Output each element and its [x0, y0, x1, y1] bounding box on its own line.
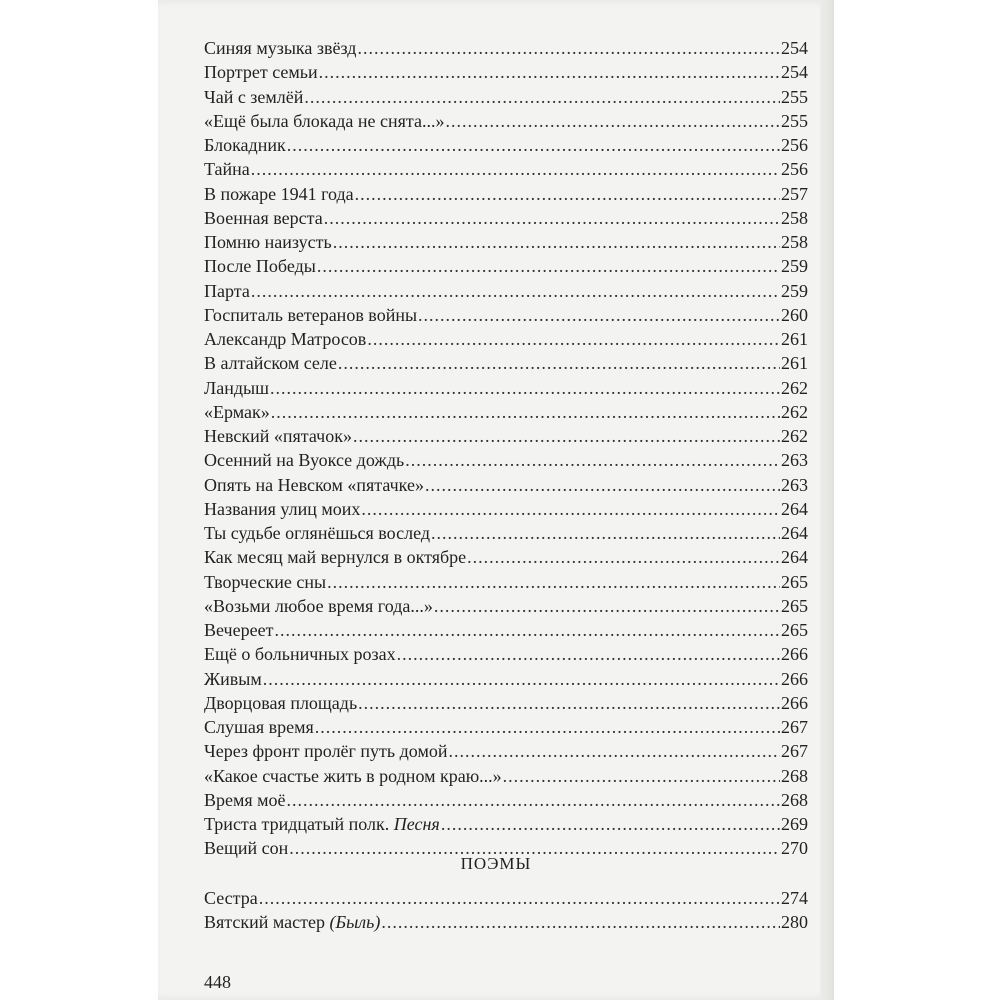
toc-entry-title-text: Помню наизусть: [204, 232, 332, 252]
toc-entry-title: [204, 36, 356, 60]
dot-leader: [361, 497, 780, 521]
toc-entry: [204, 279, 808, 303]
dot-leader: [263, 667, 780, 691]
dot-leader: [397, 642, 780, 666]
toc-entry-page: 264: [781, 547, 808, 568]
toc-entry-page: 255: [781, 110, 808, 131]
dot-leader: [503, 764, 780, 788]
dot-leader: [315, 715, 780, 739]
toc-entry-page: 265: [781, 571, 808, 592]
toc-entry-title-text: Вятский мастер: [204, 912, 325, 933]
toc-entry-title-text: Ты судьбе оглянёшься вослед: [204, 523, 430, 543]
toc-entry-title-text: «Возьми любое время года...»: [204, 595, 433, 616]
toc-entry-page: 266: [781, 692, 808, 713]
toc-entry-title-text: Ещё о больничных розах: [204, 644, 396, 665]
toc-entry-title-text: Чай с землёй: [204, 86, 304, 107]
toc-entry: [204, 715, 808, 739]
toc-entry: [204, 739, 808, 763]
toc-entry-title-text: После Победы: [204, 256, 316, 277]
toc-entry-title-text: «Какое счастье жить в родном краю...»: [204, 765, 502, 786]
toc-entry-title: [204, 618, 273, 642]
dot-leader: [333, 230, 780, 254]
toc-entry: [204, 886, 808, 910]
toc-entry-title: [204, 279, 250, 303]
toc-entry-title-text: Названия улиц моих: [204, 498, 361, 519]
dot-leader: [448, 739, 780, 763]
toc-entry-title-text: В алтайском селе: [204, 353, 337, 374]
toc-entry-page: 254: [781, 38, 808, 58]
toc-entry-page: 266: [781, 644, 808, 665]
toc-entry: [204, 473, 808, 497]
toc-entry-title: [204, 521, 430, 545]
toc-entry: [204, 133, 808, 157]
table-of-contents-poems: [204, 886, 808, 935]
dot-leader: [317, 254, 780, 278]
toc-entry-title: [204, 667, 262, 691]
toc-entry-page: 268: [781, 789, 808, 810]
toc-entry: [204, 424, 808, 448]
toc-entry: [204, 667, 808, 691]
toc-entry-title-text: Ландыш: [204, 377, 269, 398]
dot-leader: [274, 618, 780, 642]
toc-entry-title-text: Время моё: [204, 789, 286, 810]
dot-leader: [441, 812, 780, 836]
toc-entry-page: 274: [781, 888, 808, 908]
dot-leader: [425, 473, 780, 497]
toc-entry-title: [204, 303, 417, 327]
toc-entry: [204, 812, 808, 836]
toc-entry-title-text: Александр Матросов: [204, 329, 367, 349]
toc-entry-title: [204, 230, 332, 254]
toc-entry-page: 266: [781, 668, 808, 689]
toc-entry-title: [204, 691, 357, 715]
toc-entry-page: 262: [781, 401, 808, 422]
toc-entry-page: 280: [781, 912, 808, 933]
toc-entry-title: [204, 109, 444, 133]
toc-entry-title: [204, 448, 404, 472]
toc-entry-title: [204, 327, 366, 351]
page-number: 448: [204, 972, 231, 992]
dot-leader: [381, 910, 780, 934]
toc-entry-title-text: Тайна: [204, 159, 250, 180]
toc-entry-title: [204, 376, 269, 400]
dot-leader: [287, 133, 780, 157]
dot-leader: [431, 521, 780, 545]
toc-entry-title-text: Вечереет: [204, 620, 274, 640]
dot-leader: [287, 788, 780, 812]
toc-entry-title-text: Блокадник: [204, 135, 286, 155]
toc-entry-title-text: Портрет семьи: [204, 62, 318, 83]
toc-entry-title-italic: (Быль): [329, 912, 381, 933]
toc-entry-title: [204, 473, 424, 497]
toc-entry: [204, 594, 808, 618]
toc-entry-page: 265: [781, 595, 808, 616]
toc-entry-title: [204, 424, 352, 448]
toc-entry-title: [204, 157, 250, 181]
dot-leader: [270, 376, 780, 400]
toc-entry-title: [204, 85, 303, 109]
toc-entry-page: 262: [781, 377, 808, 398]
toc-entry: [204, 351, 808, 375]
toc-entry-title: [204, 570, 326, 594]
toc-entry: [204, 303, 808, 327]
dot-leader: [259, 886, 780, 910]
dot-leader: [271, 400, 780, 424]
dot-leader: [355, 182, 780, 206]
toc-entry: [204, 182, 808, 206]
toc-entry: [204, 545, 808, 569]
toc-entry-title: [204, 642, 396, 666]
page-edge: [820, 0, 834, 1000]
toc-entry-title-italic: Песня: [393, 814, 440, 834]
toc-entry-title-text: Невский «пятачок»: [204, 426, 352, 446]
toc-entry-page: 270: [781, 838, 808, 859]
toc-entry-title-text: Парта: [204, 280, 250, 301]
toc-entry-title-text: «Ермак»: [204, 401, 270, 422]
toc-entry: [204, 910, 808, 934]
toc-entry: [204, 764, 808, 788]
toc-entry-page: 265: [781, 620, 808, 640]
toc-entry-page: 256: [781, 159, 808, 180]
toc-entry-page: 268: [781, 765, 808, 786]
toc-entry-title-text: Осенний на Вуоксе дождь: [204, 450, 405, 471]
toc-entry-title-text: Живым: [204, 668, 262, 689]
toc-entry-title-text: Госпиталь ветеранов войны: [204, 304, 418, 325]
toc-entry: [204, 642, 808, 666]
dot-leader: [357, 36, 780, 60]
dot-leader: [467, 545, 780, 569]
toc-entry-page: 264: [781, 498, 808, 519]
toc-entry-title: [204, 764, 502, 788]
toc-entry-page: 261: [781, 353, 808, 374]
toc-entry-title-text: Опять на Невском «пятачке»: [204, 474, 424, 495]
toc-entry: [204, 230, 808, 254]
toc-entry: [204, 400, 808, 424]
toc-entry-page: 263: [781, 474, 808, 495]
toc-entry-title-text: Триста тридцатый полк.: [204, 814, 390, 834]
dot-leader: [434, 594, 780, 618]
toc-entry-page: 264: [781, 523, 808, 543]
toc-entry: [204, 60, 808, 84]
dot-leader: [338, 351, 780, 375]
toc-entry-title: [204, 60, 318, 84]
toc-entry-title-text: Слушая время: [204, 717, 314, 737]
toc-entry-page: 260: [781, 304, 808, 325]
toc-entry-title: [204, 182, 354, 206]
toc-entry-page: 256: [781, 135, 808, 155]
toc-entry-title: [204, 133, 286, 157]
toc-entry-title: [204, 545, 466, 569]
toc-entry-page: 263: [781, 450, 808, 471]
book-page: [158, 0, 834, 1000]
toc-entry-page: 258: [781, 207, 808, 228]
table-of-contents: [204, 36, 808, 861]
toc-entry: [204, 36, 808, 60]
toc-entry-title-text: Дворцовая площадь: [204, 692, 358, 713]
dot-leader: [358, 691, 780, 715]
toc-entry: [204, 254, 808, 278]
toc-entry-page: 259: [781, 280, 808, 301]
toc-entry: [204, 327, 808, 351]
toc-entry-title-text: Сестра: [204, 888, 258, 908]
toc-entry-title: [204, 910, 380, 934]
toc-entry-page: 267: [781, 741, 808, 762]
toc-entry-title-text: Творческие сны: [204, 571, 327, 592]
toc-entry: [204, 157, 808, 181]
toc-entry-title: [204, 254, 316, 278]
toc-entry-title: [204, 400, 270, 424]
toc-entry: [204, 691, 808, 715]
dot-leader: [405, 448, 780, 472]
toc-entry-page: 254: [781, 62, 808, 83]
toc-entry-title: [204, 812, 440, 836]
toc-entry-title: [204, 739, 447, 763]
toc-entry-title-text: Через фронт пролёг путь домой: [204, 741, 448, 762]
toc-entry-title: [204, 497, 360, 521]
toc-entry-page: 262: [781, 426, 808, 446]
toc-entry: [204, 448, 808, 472]
toc-entry-title-text: «Ещё была блокада не снята...»: [204, 110, 445, 131]
toc-entry: [204, 788, 808, 812]
toc-entry-title-text: Вещий сон: [204, 838, 289, 859]
toc-entry-page: 261: [781, 329, 808, 349]
toc-entry-title: [204, 886, 258, 910]
toc-entry: [204, 85, 808, 109]
dot-leader: [367, 327, 780, 351]
toc-entry-page: 267: [781, 717, 808, 737]
toc-entry: [204, 109, 808, 133]
dot-leader: [304, 85, 780, 109]
toc-entry: [204, 206, 808, 230]
toc-entry-page: 259: [781, 256, 808, 277]
toc-entry: [204, 521, 808, 545]
dot-leader: [251, 279, 780, 303]
toc-entry-page: 269: [781, 814, 808, 834]
toc-entry-page: 255: [781, 86, 808, 107]
toc-entry-page: 258: [781, 232, 808, 252]
dot-leader: [251, 157, 780, 181]
toc-entry-title: [204, 351, 337, 375]
dot-leader: [418, 303, 780, 327]
toc-entry: [204, 376, 808, 400]
dot-leader: [319, 60, 780, 84]
toc-entry: [204, 618, 808, 642]
toc-entry-title-text: Как месяц май вернулся в октябре: [204, 547, 467, 568]
toc-entry-title: [204, 594, 433, 618]
toc-entry-title: [204, 715, 314, 739]
dot-leader: [353, 424, 780, 448]
toc-entry-title-text: В пожаре 1941 года: [204, 183, 354, 204]
toc-entry: [204, 497, 808, 521]
toc-entry-title: [204, 206, 323, 230]
section-heading-poems: ПОЭМЫ: [460, 854, 532, 873]
dot-leader: [324, 206, 780, 230]
dot-leader: [445, 109, 780, 133]
dot-leader: [327, 570, 780, 594]
toc-entry-title-text: Военная верста: [204, 207, 323, 228]
toc-entry-title-text: Синяя музыка звёзд: [204, 38, 357, 58]
toc-entry: [204, 570, 808, 594]
toc-entry-title: [204, 788, 286, 812]
toc-entry-page: 257: [781, 183, 808, 204]
